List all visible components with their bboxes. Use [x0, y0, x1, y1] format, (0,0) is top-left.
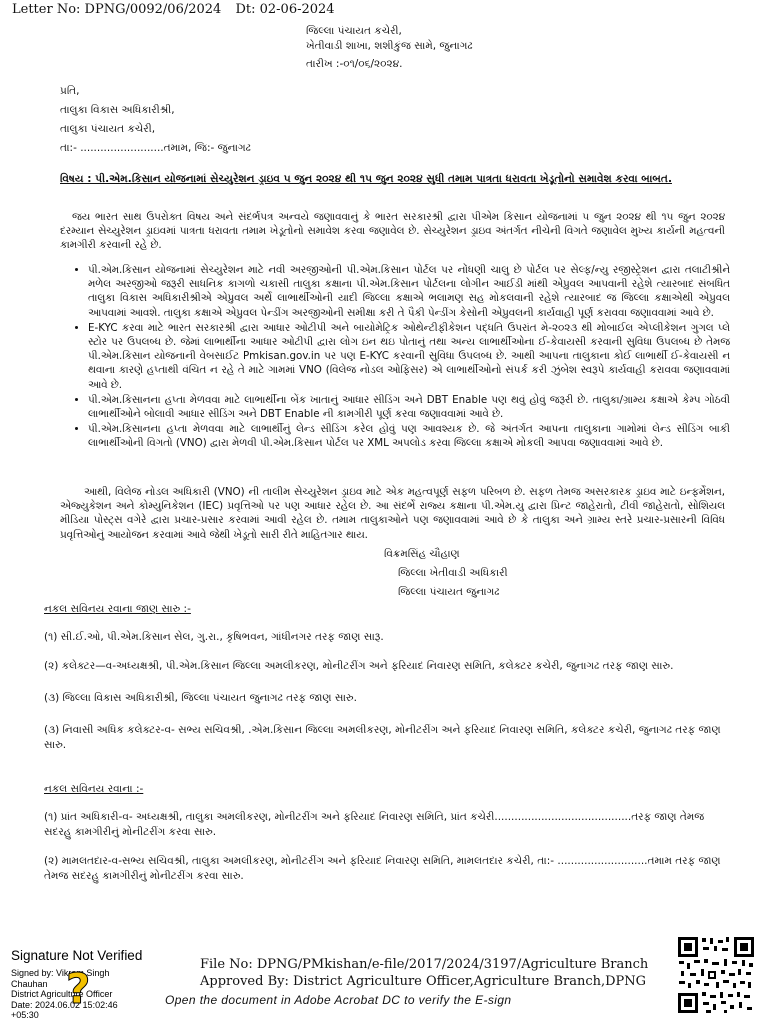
intro-paragraph: જય ભારત સાથ ઉપરોક્ત વિષય અને સંદર્ભપત્ર અન્વયે જણાવવાનું કે ભારત સરકારશ્રી દ્વારા પીએમ કિસાન યોજનામાં ૫ જુન ૨૦૨૪ થી ૧૫ જુન ૨૦૨૪ દરમ્યાન સેચ્યુરેશન ડ્રાઇવમાં પાત્રતા ધરાવતા તમામ ખેડૂતોનો સમાવેશ કરવા જણાવેલ છે. સેચ્યુરેશન ડ્રાઇવ અંતર્ગત નીચેની વિગતે જણાવેલ મુખ્ય કાર્યની મહત્વની કામગીરી કરવાની રહે છે.: [60, 211, 725, 252]
copy-item: (૨) કલેક્ટર—વ-અધ્યક્ષશ્રી, પી.એમ.કિસાન જિલ્લા અમલીકરણ, મોનીટરીંગ અને ફરિયાદ નિવારણ સમિતિ, કલેક્ટર કચેરી, જુનાગઢ તરફ જાણ સારુ.: [44, 660, 674, 672]
closing-paragraph: આથી, વિલેજ નોડલ અધિકારી (VNO) ની તાલીમ સેચ્યુરેશન ડ્રાઇવ માટે એક મહત્વપૂર્ણ સફળ પરિબળ છે. સફળ તેમજ અસરકારક ડ્રાઇવ માટે ઇન્ફર્મેશન, એજ્યુકેશન અને કોમ્યુનિકેશન (IEC) પ્રવૃત્તિઓ પર પણ આધાર રહેલ છે. આ સંદર્ભે રાજ્ય કક્ષાના પી.એમ.યુ દ્વારા પ્રિન્ટ જાહેરાતો, ટીવી જાહેરાતો, સોશિયલ મીડિયા પોસ્ટ્સ વગેરે દ્વારા પ્રચાર-પ્રસાર કરવામાં આવી રહેલ છે. તમામ તાલુકાઓને પણ જણાવવામાં આવે છે કે તાલુકા અને ગ્રામ્ય સ્તરે પ્રચાર-પ્રસારની વિવિધ પ્રવૃત્તિઓનું આયોજન કરવામાં આવે જેથી ખેડૂતો સારી રીતે માહિતગાર થાય.: [60, 486, 725, 541]
copy-item: (૩) જિલ્લા વિકાસ અધિકારીશ્રી, જિલ્લા પંચાયત જુનાગઢ તરફ જાણ સારુ.: [44, 692, 357, 704]
file-number: File No: DPNG/PMkishan/e-file/2017/2024/3197/Agriculture Branch: [200, 957, 649, 972]
qr-code: [676, 935, 756, 1015]
signatory-block: [384, 545, 508, 602]
signed-by: Signed by: Vikram Singh Chauhan: [11, 968, 110, 989]
office-line-1: જિલ્લા પંચાયત કચેરી,: [306, 25, 402, 37]
approved-by: Approved By: District Agriculture Officer,Agriculture Branch,DPNG: [200, 974, 647, 989]
recipient-prati: પ્રતિ,: [60, 85, 80, 97]
copy-item: (૨) મામલતદાર-વ-સભ્ય સચિવશ્રી, તાલુકા અમલીકરણ, મોનીટરીંગ અને ફરિયાદ નિવારણ સમિતિ, મામલતદાર કચેરી, તા:- ...........................તમામ તરફ જાણ તેમજ સદરહુ કામગીરીનું મોનીટરીંગ કરવા સારુ.: [44, 855, 721, 882]
recipient-block: [60, 82, 251, 158]
question-mark-icon[interactable]: ?: [66, 964, 91, 1013]
letter-no-text: Letter No: DPNG/0092/06/2024: [12, 2, 222, 17]
file-info: [200, 956, 648, 990]
bullet-list: [70, 263, 730, 452]
bullet-item: • પી.એમ.કિસાનના હપ્તા મેળવવા માટે લાભાર્થીના બેંક ખાતાનું આધાર સીડિંગ અને DBT Enable પણ થવું હોવું જરૂરી છે. તાલુકા/ગ્રામ્ય કક્ષાએ કેમ્પ ગોઠવી લાભાર્થીઓને બોલાવી આધાર સીડિંગ અને DBT Enable ની કામગીરી પૂર્ણ કરવા જણાવવામાં આવે છે.: [88, 393, 730, 421]
recipient-line-3: તા:- .........................તમામ, જિ:- જુનાગઢ: [60, 142, 251, 154]
bullet-item: • E-KYC કરવા માટે ભારત સરકારશ્રી દ્વારા આધાર ઓટીપી અને બાયોમેટ્રિક ઓથેન્ટીફીકેશન પદ્ધતિ ઉપરાંત મે-૨૦૨૩ થી મોબાઈલ એપ્લીકેશન ગુગલ પ્લે સ્ટોર પર ઉપલબ્ધ છે. જેમાં લાભાર્થીના આધાર ઓટીપી દ્વારા લોગ ઇન થઇ પોતાનું તથા અન્ય લાભાર્થીઓના ઈ-કેવાયસી કરવાની સુવિધા ઉપલબ્ધ છે તેમજ પી.એમ.કિસાન યોજનાની વેબસાઈટ Pmkisan.gov.in પર પણ E-KYC કરવાની સુવિધા ઉપલબ્ધ છે. આથી આપના તાલુકાના કોઈ લાભાર્થી ઈ-કેવાયસી ન થવાના કારણે હપ્તાથી વંચિત ન રહે તે માટે ગામમાં VNO (વિલેજ નોડલ ઓફિસર) એ લાભાર્થીઓનો સંપર્ક કરી ઝુંબેશ સ્વરૂપે કાર્યવાહી કરાવવા જણાવવામાં આવે છે.: [88, 321, 730, 392]
signatory-office: જિલ્લા પંચાયત જુનાગઢ: [398, 586, 500, 598]
copy-item: (૩) નિવાસી અધિક કલેક્ટર-વ- સભ્ય સચિવશ્રી, .એમ.કિસાન જિલ્લા અમલીકરણ, મોનીટરીંગ અને ફરિયાદ નિવારણ સમિતિ, કલેક્ટર કચેરી, જુનાગઢ તરફ જાણ સારુ.: [44, 724, 721, 751]
sign-tz: +05:30: [11, 1010, 39, 1020]
bullet-item: • પી.એમ.કિસાન યોજનામાં સેચ્યુરેશન માટે નવી અરજીઓની પી.એમ.કિસાન પોર્ટલ પર નોંધણી ચાલુ છે પોર્ટલ પર સેલ્ફ/ન્યુ રજીસ્ટ્રેશન દ્વારા તલાટીશ્રીને મળેલ અરજીઓ જરૂરી સાધનિક કાગળો ચકાસી તાલુકા કક્ષાના પી.એમ.કિસાન પોર્ટલના લોગીન આઈડી માંથી એપ્રુવલ આપવાની રહેશે ત્યારબાદ સંબધિત તાલુકા વિકાસ અધિકારીશ્રીએ એપ્રુવલ અર્થે લાભાર્થીઓની યાદી જિલ્લા કક્ષાએ ભલામણ સહ મોકલવાની રહેશે ત્યારબાદ જ જિલ્લા કક્ષાએથી એપ્રુવલ આપવામાં આવશે. તાલુકા કક્ષાએ એપ્રુવલ પેન્ડીંગ અરજીઓની સમીક્ષા કરી તે પૈકી પેન્ડીંગ કેસોની એપ્રુવલની કાર્યવાહી પૂર્ણ કરાવવા જણાવવામાં આવે છે.: [88, 263, 730, 320]
signatory-title: જિલ્લા ખેતીવાડી અધિકારી: [398, 567, 508, 579]
copy-section-1-heading: નકલ સવિનય રવાના જાણ સારુ :-: [44, 603, 191, 615]
letter-date-text: Dt: 02-06-2024: [235, 2, 335, 17]
office-line-2: ખેતીવાડી શાખા, શશીકુંજ સામે, જુનાગઢ: [306, 40, 473, 52]
recipient-line-2: તાલુકા પંચાયત કચેરી,: [60, 123, 156, 135]
office-date: તારીખ :-૦૧/૦૬/૨૦૨૪.: [306, 58, 403, 70]
signature-status: Signature Not Verified: [11, 948, 143, 963]
qr-code-graphic: [676, 935, 756, 1015]
office-address: [306, 24, 473, 72]
sign-date: Date: 2024.06.02 15:02:46: [11, 999, 118, 1010]
copy-section-2-heading: નકલ સવિનય રવાના :-: [44, 783, 144, 795]
signatory-name: વિક્રમસિંહ ચૌહાણ: [384, 548, 460, 560]
letter-number: [12, 2, 335, 17]
copy-item: (૧) પ્રાંત અધિકારી-વ- અધ્યક્ષશ્રી, તાલુકા અમલીકરણ, મોનીટરીંગ અને ફરિયાદ નિવારણ સમિતિ, પ્રાંત કચેરી.........................................તરફ જાણ તેમજ સદરહુ કામગીરીનું મોનીટરીંગ કરવા સારુ.: [44, 811, 705, 838]
copy-section-1: [44, 602, 724, 753]
bullet-item: • પી.એમ.કિસાનના હપ્તા મેળવવા માટે લાભાર્થીનું લેન્ડ સીડિંગ કરેલ હોવું પણ આવશ્યક છે. જે અંતર્ગત આપના તાલુકાના ગામોમાં લેન્ડ સીડિંગ બાકી લાભાર્થીઓની વિગતો (VNO) દ્વારા મેળવી પી.એમ.કિસાન પોર્ટલ પર XML અપલોડ કરવા જિલ્લા કક્ષાએ મોકલી આપવા જણાવવામાં આવે છે.: [88, 422, 730, 450]
recipient-line-1: તાલુકા વિકાસ અધિકારીશ્રી,: [60, 104, 175, 116]
copy-item: (૧) સી.ઈ.ઓ, પી.એમ.કિસાન સેલ, ગુ.રા., કૃષિભવન, ગાંધીનગર તરફ જાણ સારૂ.: [44, 631, 384, 643]
signer-role: District Agriculture Officer: [11, 989, 113, 999]
copy-section-2: [44, 782, 724, 884]
verify-note: Open the document in Adobe Acrobat DC to verify the E-sign: [165, 993, 512, 1007]
subject-line: વિષય : પી.એમ.કિસાન યોજનામાં સેચ્યુરેશન ડ્રાઇવ ૫ જુન ૨૦૨૪ થી ૧૫ જુન ૨૦૨૪ સુધી તમામ પાત્રતા ધરાવતા ખેડૂતોનો સમાવેશ કરવા બાબત.: [60, 173, 672, 185]
